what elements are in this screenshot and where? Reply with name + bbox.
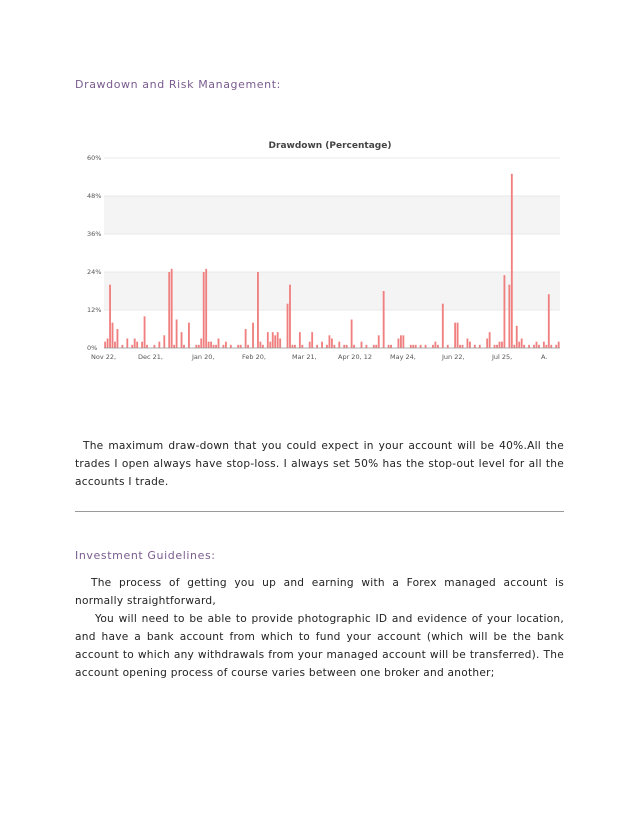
y-tick-label: 24% xyxy=(87,268,102,276)
drawdown-bar xyxy=(158,342,160,348)
drawdown-bar xyxy=(521,339,523,349)
drawdown-bar xyxy=(163,335,165,348)
x-tick-label: Jan 20, xyxy=(192,353,215,361)
drawdown-bar xyxy=(398,339,400,349)
drawdown-bar xyxy=(511,174,513,348)
drawdown-bar xyxy=(516,326,518,348)
drawdown-paragraph: The maximum draw-down that you could expect in your account will be 40%.All the trades I open always have stop-loss. I always set 50% has the stop-out level for all the accounts I trade. xyxy=(75,440,564,488)
drawdown-bar xyxy=(353,345,355,348)
drawdown-bar xyxy=(555,345,557,348)
drawdown-bar xyxy=(168,272,170,348)
drawdown-bar xyxy=(326,345,328,348)
drawdown-bar xyxy=(311,332,313,348)
drawdown-bar xyxy=(131,345,133,348)
drawdown-bar xyxy=(504,275,506,348)
y-tick-label: 60% xyxy=(87,154,102,162)
drawdown-bar xyxy=(343,345,345,348)
drawdown-bar xyxy=(176,320,178,349)
drawdown-bar xyxy=(457,323,459,348)
drawdown-bar xyxy=(545,345,547,348)
x-tick-label: A. xyxy=(541,353,548,361)
drawdown-bar xyxy=(388,345,390,348)
drawdown-bar xyxy=(454,323,456,348)
drawdown-bar xyxy=(373,345,375,348)
section-divider xyxy=(75,511,564,512)
drawdown-bar xyxy=(257,272,259,348)
drawdown-bar xyxy=(447,345,449,348)
drawdown-bar xyxy=(279,339,281,349)
drawdown-bar xyxy=(548,294,550,348)
drawdown-bar xyxy=(508,285,510,348)
drawdown-bar xyxy=(346,345,348,348)
drawdown-bar xyxy=(434,342,436,348)
drawdown-bar xyxy=(410,345,412,348)
drawdown-bar xyxy=(338,342,340,348)
drawdown-bar xyxy=(299,332,301,348)
drawdown-bar xyxy=(538,345,540,348)
drawdown-bar xyxy=(181,332,183,348)
drawdown-bar xyxy=(109,285,111,348)
chart-title: Drawdown (Percentage) xyxy=(268,141,392,151)
drawdown-bar xyxy=(195,345,197,348)
drawdown-bar xyxy=(289,285,291,348)
drawdown-bar xyxy=(459,345,461,348)
drawdown-bar xyxy=(104,342,106,348)
drawdown-bar xyxy=(351,320,353,349)
drawdown-bar xyxy=(183,345,185,348)
drawdown-bar xyxy=(550,345,552,348)
drawdown-bar xyxy=(499,342,501,348)
drawdown-bar xyxy=(558,342,560,348)
drawdown-bar xyxy=(543,342,545,348)
drawdown-bar xyxy=(171,269,173,348)
drawdown-bar xyxy=(486,339,488,349)
intro-paragraph: The process of getting you up and earning with a Forex managed account is normally straightforward, xyxy=(75,577,564,607)
drawdown-bar xyxy=(200,339,202,349)
drawdown-bar xyxy=(215,345,217,348)
drawdown-bar xyxy=(292,345,294,348)
drawdown-bar xyxy=(437,345,439,348)
drawdown-bar xyxy=(469,342,471,348)
drawdown-bar xyxy=(479,345,481,348)
drawdown-bar xyxy=(309,342,311,348)
drawdown-bar xyxy=(400,335,402,348)
drawdown-bar xyxy=(237,345,239,348)
drawdown-bar xyxy=(218,339,220,349)
drawdown-bar xyxy=(494,345,496,348)
drawdown-bar xyxy=(213,345,215,348)
drawdown-bar xyxy=(144,316,146,348)
drawdown-bar xyxy=(267,332,269,348)
drawdown-bar xyxy=(136,342,138,348)
drawdown-bar xyxy=(474,345,476,348)
drawdown-bar xyxy=(252,323,254,348)
y-tick-label: 12% xyxy=(87,306,102,314)
requirements-paragraph: You will need to be able to provide photographic ID and evidence of your location, and have a bank account from which to fund your account (which will be the bank account to which any withdrawals from your managed account will be transferred). The account opening process of course varies between one broker and another; xyxy=(75,613,564,679)
drawdown-bar xyxy=(331,339,333,349)
drawdown-bar xyxy=(247,345,249,348)
drawdown-bar xyxy=(277,332,279,348)
drawdown-bar xyxy=(240,345,242,348)
drawdown-bar xyxy=(412,345,414,348)
drawdown-bar xyxy=(316,345,318,348)
drawdown-bar xyxy=(272,332,274,348)
drawdown-bar xyxy=(153,345,155,348)
drawdown-bar xyxy=(375,345,377,348)
drawdown-bar xyxy=(117,329,119,348)
drawdown-bar xyxy=(528,345,530,348)
x-tick-label: Dec 21, xyxy=(138,353,163,361)
drawdown-bar xyxy=(536,342,538,348)
drawdown-bar xyxy=(378,335,380,348)
x-tick-label: Nov 22, xyxy=(91,353,117,361)
drawdown-bar xyxy=(496,345,498,348)
drawdown-bar xyxy=(442,304,444,348)
drawdown-bar xyxy=(134,339,136,349)
drawdown-bar xyxy=(259,342,261,348)
drawdown-bar xyxy=(210,342,212,348)
drawdown-bar xyxy=(121,345,123,348)
y-tick-label: 48% xyxy=(87,192,102,200)
drawdown-bar xyxy=(420,345,422,348)
drawdown-chart xyxy=(86,130,566,370)
drawdown-bar xyxy=(301,345,303,348)
drawdown-bar xyxy=(294,345,296,348)
drawdown-bar xyxy=(274,335,276,348)
drawdown-bar xyxy=(390,345,392,348)
drawdown-bar xyxy=(365,345,367,348)
drawdown-bar xyxy=(203,272,205,348)
drawdown-bar xyxy=(225,342,227,348)
drawdown-bar xyxy=(262,345,264,348)
drawdown-bar xyxy=(402,335,404,348)
y-tick-label: 0% xyxy=(87,344,98,352)
x-tick-label: May 24, xyxy=(390,353,416,361)
drawdown-bar xyxy=(533,345,535,348)
drawdown-bar xyxy=(432,345,434,348)
drawdown-bar xyxy=(198,345,200,348)
drawdown-bar xyxy=(329,335,331,348)
drawdown-bar xyxy=(415,345,417,348)
drawdown-bar xyxy=(223,345,225,348)
drawdown-bar xyxy=(146,345,148,348)
drawdown-bar xyxy=(245,329,247,348)
x-tick-label: Jul 25, xyxy=(492,353,513,361)
y-tick-label: 36% xyxy=(87,230,102,238)
x-tick-label: Feb 20, xyxy=(242,353,266,361)
x-tick-label: Jun 22, xyxy=(442,353,465,361)
drawdown-bar xyxy=(230,345,232,348)
drawdown-bar xyxy=(188,323,190,348)
drawdown-bar xyxy=(126,339,128,349)
grid-band xyxy=(104,196,560,234)
drawdown-bar xyxy=(114,342,116,348)
drawdown-bar xyxy=(173,345,175,348)
drawdown-bar xyxy=(513,345,515,348)
drawdown-bar xyxy=(287,304,289,348)
drawdown-heading: Drawdown and Risk Management: xyxy=(75,78,281,91)
drawdown-bar xyxy=(112,323,114,348)
drawdown-bar xyxy=(205,269,207,348)
drawdown-bar xyxy=(321,342,323,348)
drawdown-bar xyxy=(425,345,427,348)
x-axis xyxy=(91,348,560,361)
drawdown-bar xyxy=(141,342,143,348)
x-tick-label: Apr 20, 12 xyxy=(338,353,372,361)
drawdown-bar xyxy=(523,345,525,348)
drawdown-bar xyxy=(269,342,271,348)
investment-heading: Investment Guidelines: xyxy=(75,549,216,562)
drawdown-bar xyxy=(208,342,210,348)
drawdown-bar xyxy=(501,342,503,348)
drawdown-bar xyxy=(489,332,491,348)
drawdown-bar xyxy=(107,339,109,349)
drawdown-bar xyxy=(518,342,520,348)
drawdown-bar xyxy=(361,342,363,348)
y-axis xyxy=(87,154,101,352)
drawdown-bar xyxy=(383,291,385,348)
drawdown-bar xyxy=(333,345,335,348)
x-tick-label: Mar 21, xyxy=(292,353,317,361)
drawdown-bar xyxy=(467,339,469,349)
drawdown-bar xyxy=(462,345,464,348)
